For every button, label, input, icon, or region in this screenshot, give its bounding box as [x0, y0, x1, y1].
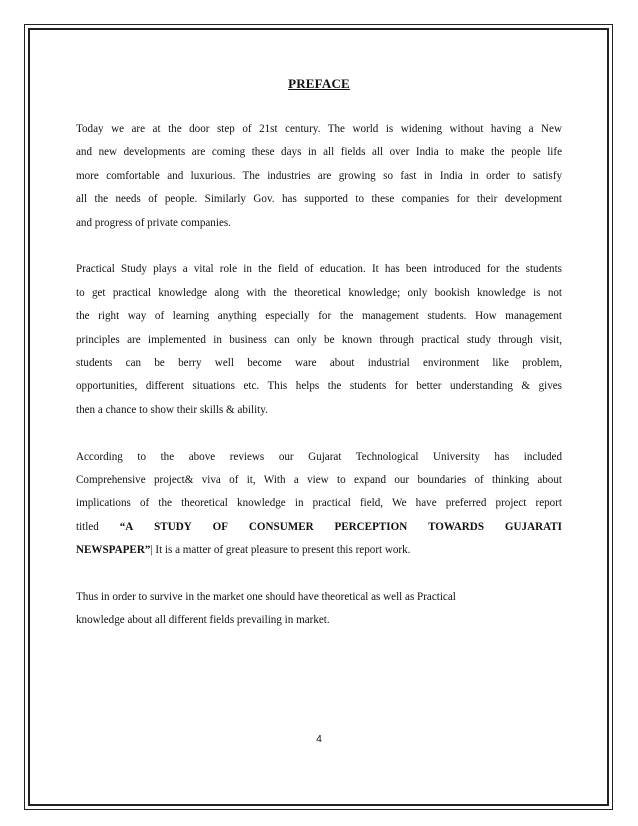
project-title-word: OF [212, 520, 229, 533]
text-line: to get practical knowledge along with the theoretical knowledge; only bookish knowledge is not [76, 286, 562, 299]
text-line: more comfortable and luxurious. The industries are growing so fast in India in order to satisfy [76, 169, 562, 182]
text-line: and progress of private companies. [76, 216, 231, 229]
text-line: and new developments are coming these days in all fields all over India to make the people life [76, 146, 562, 159]
text-line: knowledge about all different fields prevailing in market. [76, 614, 330, 627]
page-number: 4 [316, 734, 322, 745]
paragraph-3 [76, 446, 562, 563]
project-title-word: GUJARATI [504, 520, 562, 533]
project-title-end-line [76, 539, 562, 562]
text-line: Thus in order to survive in the market one should have theoretical as well as Practical [76, 591, 456, 604]
text-line: all the needs of people. Similarly Gov. has supported to these companies for their development [76, 193, 562, 206]
project-title-word: “A [119, 520, 134, 533]
project-title-word: PERCEPTION [334, 520, 408, 533]
paragraph-1 [76, 118, 562, 235]
text-line: Today we are at the door step of 21st century. The world is widening without having a New [76, 123, 562, 135]
text-line: then a chance to show their skills & ability. [76, 403, 268, 416]
project-title-line [76, 516, 562, 539]
titled-prefix: titled [76, 520, 99, 533]
text-line: principles are implemented in business can only be known through practical study through visit, [76, 333, 562, 346]
project-title-word: TOWARDS [428, 520, 484, 533]
page-title: PREFACE [288, 76, 350, 91]
text-line: Practical Study plays a vital role in the field of education. It has been introduced for the students [76, 263, 562, 276]
text-line: the right way of learning anything especially for the management students. How management [76, 310, 562, 323]
paragraph-2 [76, 258, 562, 422]
project-title-word: NEWSPAPER” [76, 544, 151, 557]
text-line: Comprehensive project& viva of it, With a view to expand our boundaries of thinking about [76, 474, 562, 487]
text-line: students can be berry well become ware about industrial environment like problem, [76, 357, 562, 370]
document-body [76, 118, 562, 656]
project-title-word: CONSUMER [248, 520, 314, 533]
text-line: According to the above reviews our Gujarat Technological University has included [76, 450, 562, 463]
text-line: implications of the theoretical knowledge in practical field, We have preferred project report [76, 497, 562, 510]
text-line: opportunities, different situations etc. This helps the students for better understanding & gives [76, 380, 562, 393]
closing-sentence: | It is a matter of great pleasure to present this report work. [150, 544, 411, 557]
project-title-word: STUDY [154, 520, 192, 533]
paragraph-4 [76, 586, 562, 633]
